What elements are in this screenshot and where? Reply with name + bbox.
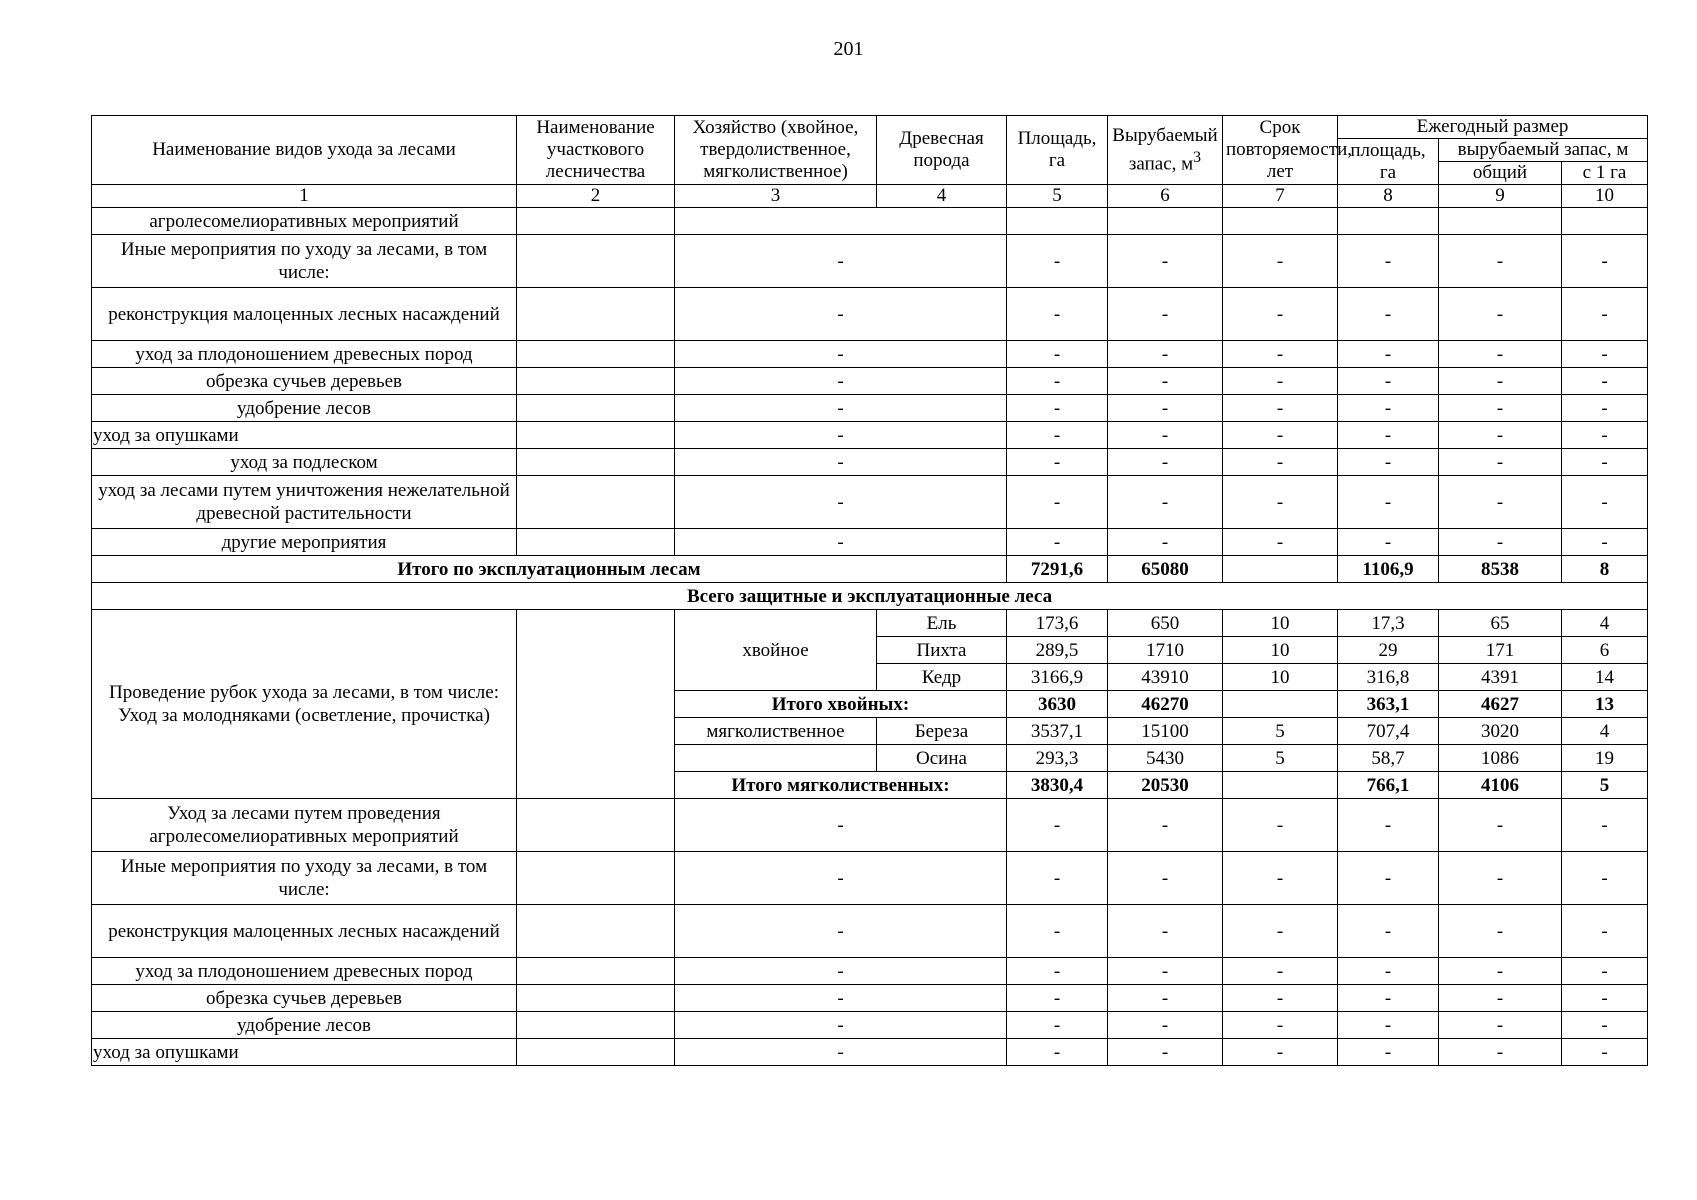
- table-row: [92, 208, 1648, 235]
- value-cell: -: [1338, 288, 1439, 341]
- value-cell: -: [1338, 958, 1439, 985]
- species-area: 293,3: [1007, 745, 1108, 772]
- table-row: [92, 610, 1648, 637]
- district-cell: [517, 422, 675, 449]
- value-cell: -: [1439, 449, 1562, 476]
- table-row: [92, 1039, 1648, 1066]
- value-cell: -: [1439, 368, 1562, 395]
- species-area: 3537,1: [1007, 718, 1108, 745]
- group-total-period: [1223, 772, 1338, 799]
- header-economy: Хозяйство (хвойное, твердолиственное, мягколиственное): [675, 116, 877, 185]
- species-area: 173,6: [1007, 610, 1108, 637]
- value-cell: -: [1223, 529, 1338, 556]
- value-cell: -: [1338, 341, 1439, 368]
- table-row: [92, 449, 1648, 476]
- species-stock: 1710: [1108, 637, 1223, 664]
- table-header: [92, 116, 1648, 208]
- table-body: [92, 208, 1648, 1066]
- value-cell: -: [1338, 905, 1439, 958]
- district-cell: [517, 208, 675, 235]
- district-cell: [517, 1039, 675, 1066]
- group-total-annual-area: 766,1: [1338, 772, 1439, 799]
- value-cell: -: [1223, 341, 1338, 368]
- value-cell: -: [1108, 235, 1223, 288]
- value-cell: -: [1223, 852, 1338, 905]
- value-cell: -: [1562, 395, 1648, 422]
- value-cell: -: [1223, 288, 1338, 341]
- species-annual-area: 17,3: [1338, 610, 1439, 637]
- district-cell: [517, 905, 675, 958]
- species-period: 5: [1223, 745, 1338, 772]
- activity-name: обрезка сучьев деревьев: [92, 368, 517, 395]
- species-period: 10: [1223, 664, 1338, 691]
- economy-cell: -: [675, 288, 1007, 341]
- column-number: 1: [92, 185, 517, 208]
- value-cell: -: [1108, 422, 1223, 449]
- header-annual-stock-per-ha: с 1 га: [1562, 162, 1648, 185]
- forest-care-table: [91, 115, 1648, 1066]
- table-row: [92, 395, 1648, 422]
- value-cell: [1439, 208, 1562, 235]
- value-cell: -: [1223, 905, 1338, 958]
- activity-name: уход за подлеском: [92, 449, 517, 476]
- economy-cell: [675, 745, 877, 772]
- table-row: [92, 583, 1648, 610]
- value-cell: -: [1338, 476, 1439, 529]
- species-annual-area: 29: [1338, 637, 1439, 664]
- section-title: Всего защитные и эксплуатационные леса: [92, 583, 1648, 610]
- column-number: 8: [1338, 185, 1439, 208]
- activity-name: уход за плодоношением древесных пород: [92, 958, 517, 985]
- value-cell: -: [1108, 288, 1223, 341]
- value-cell: -: [1439, 395, 1562, 422]
- group-total-stock: 20530: [1108, 772, 1223, 799]
- species-name: Осина: [877, 745, 1007, 772]
- value-cell: -: [1007, 395, 1108, 422]
- species-name: Пихта: [877, 637, 1007, 664]
- activity-name: обрезка сучьев деревьев: [92, 985, 517, 1012]
- total-period: [1223, 556, 1338, 583]
- header-repeat-period: Срок повторяемости, лет: [1223, 116, 1338, 185]
- species-period: 10: [1223, 610, 1338, 637]
- species-area: 3166,9: [1007, 664, 1108, 691]
- total-stock: 65080: [1108, 556, 1223, 583]
- species-annual-area: 316,8: [1338, 664, 1439, 691]
- species-annual-stock: 4391: [1439, 664, 1562, 691]
- species-per-ha: 14: [1562, 664, 1648, 691]
- district-cell: [517, 288, 675, 341]
- value-cell: -: [1223, 799, 1338, 852]
- value-cell: -: [1562, 288, 1648, 341]
- activity-name: Уход за лесами путем проведения агролесомелиоративных мероприятий: [92, 799, 517, 852]
- value-cell: -: [1338, 235, 1439, 288]
- table-row: [92, 985, 1648, 1012]
- value-cell: -: [1338, 449, 1439, 476]
- value-cell: -: [1338, 985, 1439, 1012]
- group-total-label: Итого хвойных:: [675, 691, 1007, 718]
- header-harvest-stock: Вырубаемый запас, $м^3$: [1108, 116, 1223, 185]
- activity-name: удобрение лесов: [92, 395, 517, 422]
- value-cell: -: [1562, 958, 1648, 985]
- species-annual-stock: 3020: [1439, 718, 1562, 745]
- activity-name: удобрение лесов: [92, 1012, 517, 1039]
- group-total-area: 3630: [1007, 691, 1108, 718]
- value-cell: -: [1108, 985, 1223, 1012]
- economy-cell: [675, 208, 1007, 235]
- value-cell: -: [1223, 1012, 1338, 1039]
- district-cell: [517, 529, 675, 556]
- table-row: [92, 958, 1648, 985]
- value-cell: -: [1007, 368, 1108, 395]
- value-cell: -: [1562, 529, 1648, 556]
- value-cell: -: [1007, 1012, 1108, 1039]
- district-cell: [517, 449, 675, 476]
- column-numbers-row: [92, 185, 1648, 208]
- district-cell: [517, 341, 675, 368]
- economy-cell: -: [675, 1012, 1007, 1039]
- value-cell: -: [1439, 905, 1562, 958]
- header-annual-stock-total: общий: [1439, 162, 1562, 185]
- table-row: [92, 852, 1648, 905]
- table-row: [92, 799, 1648, 852]
- value-cell: [1562, 208, 1648, 235]
- value-cell: -: [1439, 985, 1562, 1012]
- economy-cell: -: [675, 449, 1007, 476]
- value-cell: -: [1439, 476, 1562, 529]
- value-cell: -: [1108, 1039, 1223, 1066]
- species-annual-stock: 65: [1439, 610, 1562, 637]
- total-per-ha: 8: [1562, 556, 1648, 583]
- value-cell: -: [1338, 852, 1439, 905]
- activity-name: агролесомелиоративных мероприятий: [92, 208, 517, 235]
- group-total-label: Итого мягколиственных:: [675, 772, 1007, 799]
- value-cell: -: [1223, 235, 1338, 288]
- value-cell: -: [1108, 341, 1223, 368]
- activity-name: уход за плодоношением древесных пород: [92, 341, 517, 368]
- value-cell: -: [1439, 1039, 1562, 1066]
- value-cell: -: [1108, 449, 1223, 476]
- value-cell: -: [1439, 341, 1562, 368]
- economy-cell: -: [675, 905, 1007, 958]
- species-name: Ель: [877, 610, 1007, 637]
- species-stock: 15100: [1108, 718, 1223, 745]
- value-cell: -: [1562, 985, 1648, 1012]
- activity-name: реконструкция малоценных лесных насаждений: [92, 905, 517, 958]
- activity-name: Иные мероприятия по уходу за лесами, в том числе:: [92, 235, 517, 288]
- group-total-stock: 46270: [1108, 691, 1223, 718]
- table-row: [92, 288, 1648, 341]
- species-per-ha: 6: [1562, 637, 1648, 664]
- group-total-annual-stock: 4106: [1439, 772, 1562, 799]
- total-exploit-label: Итого по эксплуатационным лесам: [92, 556, 1007, 583]
- activity-name: реконструкция малоценных лесных насаждений: [92, 288, 517, 341]
- header-annual-stock: вырубаемый запас, м: [1439, 139, 1648, 162]
- header-work-type: Наименование видов ухода за лесами: [92, 116, 517, 185]
- value-cell: -: [1223, 1039, 1338, 1066]
- activity-name: уход за лесами путем уничтожения нежелательной древесной растительности: [92, 476, 517, 529]
- table-row: [92, 476, 1648, 529]
- total-annual-area: 1106,9: [1338, 556, 1439, 583]
- species-area: 289,5: [1007, 637, 1108, 664]
- value-cell: -: [1562, 905, 1648, 958]
- group-total-per-ha: 13: [1562, 691, 1648, 718]
- page-number: 201: [833, 38, 864, 60]
- district-cell: [517, 395, 675, 422]
- value-cell: -: [1007, 449, 1108, 476]
- value-cell: -: [1007, 958, 1108, 985]
- district-cell: [517, 799, 675, 852]
- table-row: [92, 1012, 1648, 1039]
- value-cell: -: [1108, 1012, 1223, 1039]
- value-cell: -: [1439, 852, 1562, 905]
- value-cell: -: [1223, 395, 1338, 422]
- species-name: Береза: [877, 718, 1007, 745]
- value-cell: -: [1439, 288, 1562, 341]
- value-cell: -: [1108, 368, 1223, 395]
- header-annual-size: Ежегодный размер: [1338, 116, 1648, 139]
- economy-cell: -: [675, 529, 1007, 556]
- species-name: Кедр: [877, 664, 1007, 691]
- header-annual-area: площадь, га: [1338, 139, 1439, 185]
- economy-cell: -: [675, 958, 1007, 985]
- value-cell: -: [1562, 476, 1648, 529]
- group-total-annual-area: 363,1: [1338, 691, 1439, 718]
- value-cell: -: [1108, 476, 1223, 529]
- species-stock: 5430: [1108, 745, 1223, 772]
- total-area: 7291,6: [1007, 556, 1108, 583]
- species-per-ha: 4: [1562, 610, 1648, 637]
- softwood-economy: мягколиственное: [675, 718, 877, 745]
- district-cell: [517, 476, 675, 529]
- species-annual-area: 707,4: [1338, 718, 1439, 745]
- column-number: 6: [1108, 185, 1223, 208]
- value-cell: -: [1338, 1039, 1439, 1066]
- value-cell: -: [1223, 449, 1338, 476]
- economy-cell: -: [675, 341, 1007, 368]
- value-cell: -: [1108, 852, 1223, 905]
- value-cell: -: [1338, 395, 1439, 422]
- economy-cell: -: [675, 852, 1007, 905]
- header-tree-species: Древесная порода: [877, 116, 1007, 185]
- economy-cell: -: [675, 1039, 1007, 1066]
- economy-cell: -: [675, 235, 1007, 288]
- value-cell: -: [1562, 235, 1648, 288]
- value-cell: -: [1338, 799, 1439, 852]
- value-cell: -: [1562, 799, 1648, 852]
- economy-cell: -: [675, 368, 1007, 395]
- value-cell: -: [1223, 476, 1338, 529]
- economy-cell: -: [675, 422, 1007, 449]
- total-annual-stock: 8538: [1439, 556, 1562, 583]
- value-cell: -: [1108, 958, 1223, 985]
- species-annual-area: 58,7: [1338, 745, 1439, 772]
- value-cell: -: [1562, 1039, 1648, 1066]
- value-cell: -: [1439, 529, 1562, 556]
- column-number: 10: [1562, 185, 1648, 208]
- district-cell: [517, 852, 675, 905]
- value-cell: -: [1338, 1012, 1439, 1039]
- value-cell: -: [1439, 422, 1562, 449]
- table-row: [92, 556, 1648, 583]
- group-total-area: 3830,4: [1007, 772, 1108, 799]
- district-cell: [517, 368, 675, 395]
- value-cell: -: [1223, 958, 1338, 985]
- value-cell: -: [1007, 288, 1108, 341]
- value-cell: -: [1562, 1012, 1648, 1039]
- value-cell: -: [1108, 395, 1223, 422]
- economy-cell: -: [675, 985, 1007, 1012]
- value-cell: [1108, 208, 1223, 235]
- activity-name: уход за опушками: [92, 1039, 517, 1066]
- value-cell: -: [1007, 1039, 1108, 1066]
- district-cell: [517, 985, 675, 1012]
- header-forestry-district: Наименование участкового лесничества: [517, 116, 675, 185]
- column-number: 2: [517, 185, 675, 208]
- value-cell: -: [1562, 368, 1648, 395]
- species-stock: 650: [1108, 610, 1223, 637]
- value-cell: -: [1562, 852, 1648, 905]
- activity-name: другие мероприятия: [92, 529, 517, 556]
- value-cell: -: [1439, 958, 1562, 985]
- value-cell: -: [1439, 799, 1562, 852]
- value-cell: -: [1007, 341, 1108, 368]
- table-row: [92, 529, 1648, 556]
- value-cell: -: [1439, 1012, 1562, 1039]
- economy-cell: -: [675, 476, 1007, 529]
- value-cell: -: [1223, 368, 1338, 395]
- header-area: Площадь, га: [1007, 116, 1108, 185]
- economy-cell: -: [675, 395, 1007, 422]
- species-period: 10: [1223, 637, 1338, 664]
- column-number: 4: [877, 185, 1007, 208]
- group-total-annual-stock: 4627: [1439, 691, 1562, 718]
- district-cell: [517, 1012, 675, 1039]
- value-cell: -: [1108, 799, 1223, 852]
- group-total-period: [1223, 691, 1338, 718]
- value-cell: -: [1007, 529, 1108, 556]
- species-stock: 43910: [1108, 664, 1223, 691]
- value-cell: -: [1007, 852, 1108, 905]
- value-cell: -: [1223, 422, 1338, 449]
- value-cell: -: [1007, 905, 1108, 958]
- value-cell: -: [1562, 422, 1648, 449]
- value-cell: -: [1562, 449, 1648, 476]
- species-per-ha: 19: [1562, 745, 1648, 772]
- value-cell: [1338, 208, 1439, 235]
- value-cell: -: [1007, 799, 1108, 852]
- table-row: [92, 422, 1648, 449]
- value-cell: -: [1338, 529, 1439, 556]
- species-annual-stock: 171: [1439, 637, 1562, 664]
- group-total-per-ha: 5: [1562, 772, 1648, 799]
- conifer-economy: хвойное: [675, 610, 877, 691]
- value-cell: -: [1007, 476, 1108, 529]
- column-number: 5: [1007, 185, 1108, 208]
- column-number: 9: [1439, 185, 1562, 208]
- table-row: [92, 905, 1648, 958]
- value-cell: [1007, 208, 1108, 235]
- district-cell: [517, 610, 675, 799]
- table-row: [92, 341, 1648, 368]
- table-row: [92, 368, 1648, 395]
- value-cell: [1223, 208, 1338, 235]
- economy-cell: -: [675, 799, 1007, 852]
- district-cell: [517, 235, 675, 288]
- species-per-ha: 4: [1562, 718, 1648, 745]
- column-number: 7: [1223, 185, 1338, 208]
- value-cell: -: [1338, 422, 1439, 449]
- thinning-activity-name: Проведение рубок ухода за лесами, в том числе: Уход за молодняками (осветление, прочистка): [92, 610, 517, 799]
- value-cell: -: [1007, 985, 1108, 1012]
- table-row: [92, 235, 1648, 288]
- activity-name: уход за опушками: [92, 422, 517, 449]
- activity-name: Иные мероприятия по уходу за лесами, в том числе:: [92, 852, 517, 905]
- value-cell: -: [1562, 341, 1648, 368]
- value-cell: -: [1007, 422, 1108, 449]
- value-cell: -: [1223, 985, 1338, 1012]
- species-period: 5: [1223, 718, 1338, 745]
- value-cell: -: [1338, 368, 1439, 395]
- value-cell: -: [1007, 235, 1108, 288]
- species-annual-stock: 1086: [1439, 745, 1562, 772]
- value-cell: -: [1108, 529, 1223, 556]
- column-number: 3: [675, 185, 877, 208]
- value-cell: -: [1108, 905, 1223, 958]
- value-cell: -: [1439, 235, 1562, 288]
- district-cell: [517, 958, 675, 985]
